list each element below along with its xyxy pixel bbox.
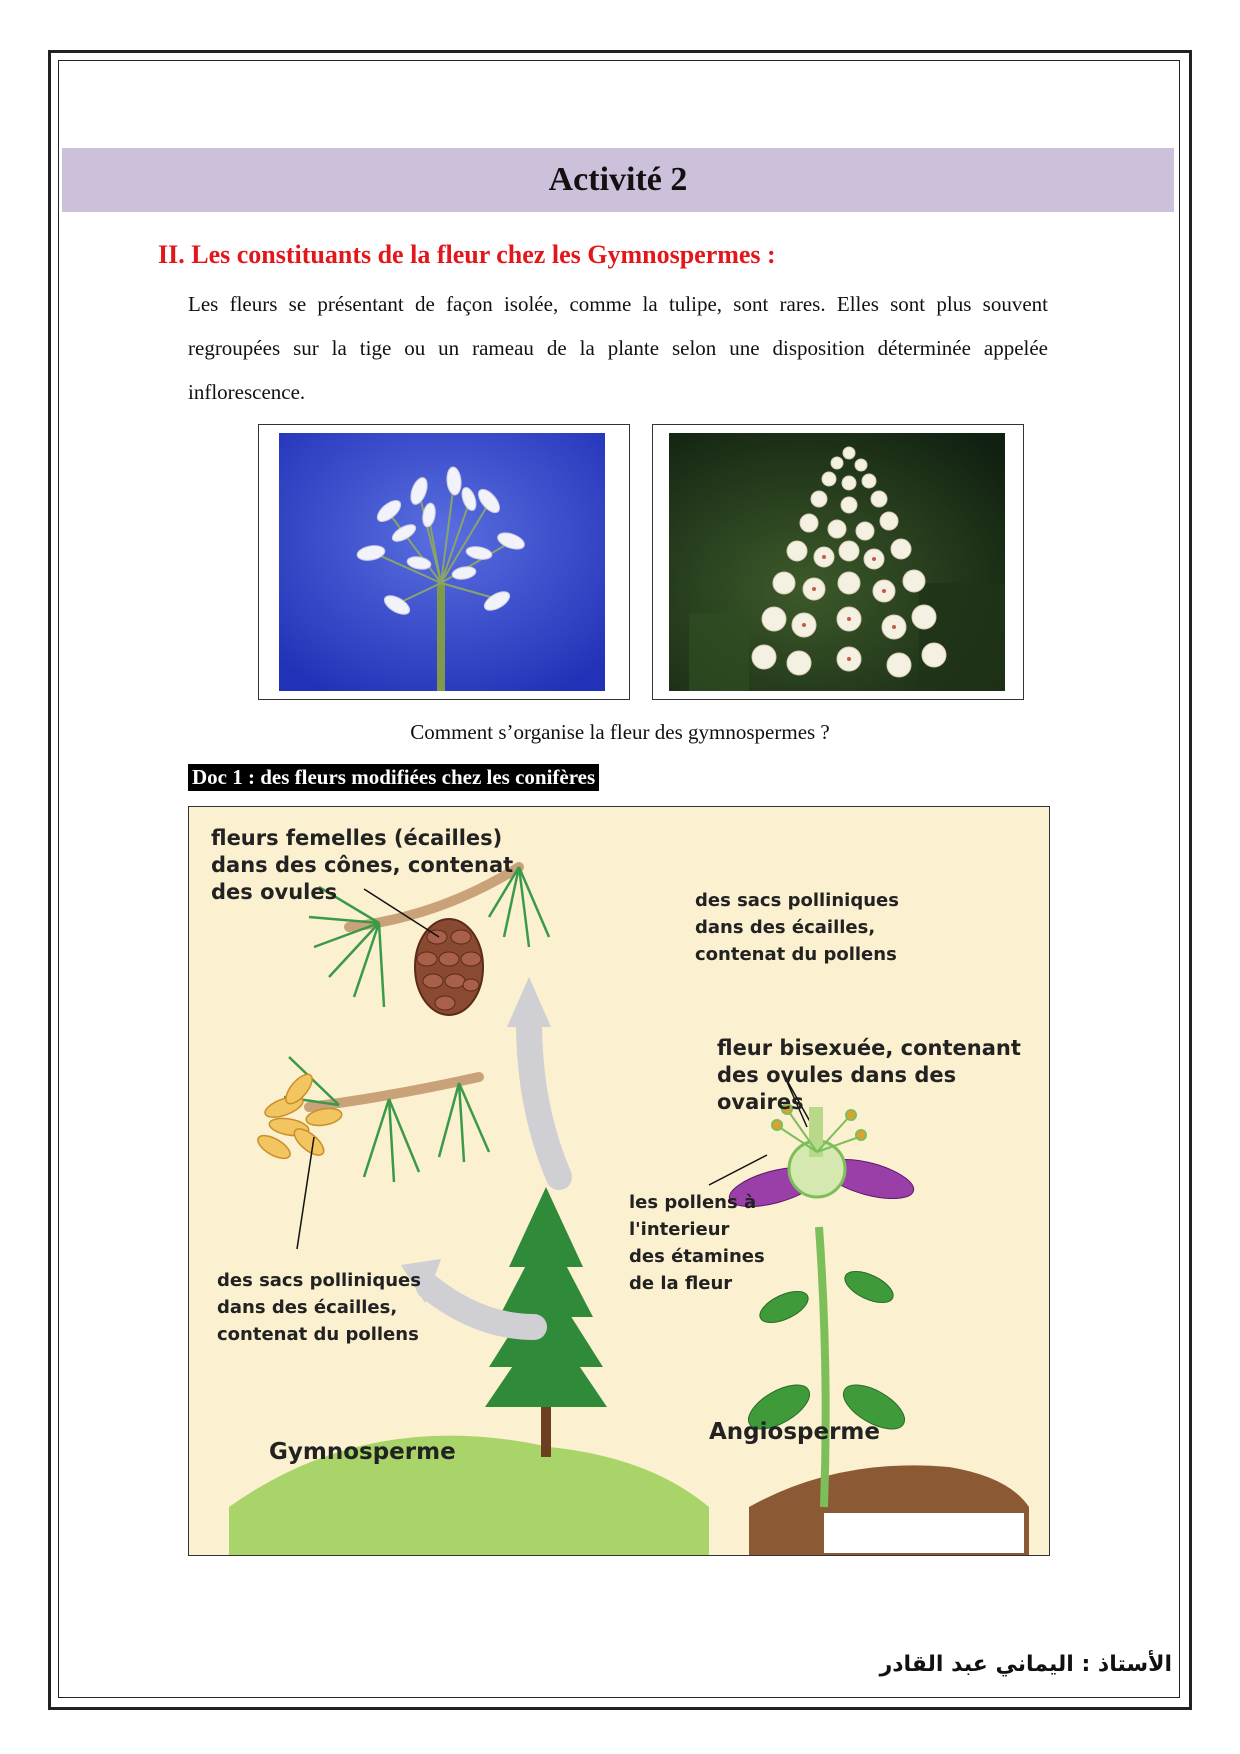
label-angiosperm: Angiosperme <box>709 1419 880 1445</box>
label-female-flowers: fleurs femelles (écailles) dans des cônes, contenat des ovules <box>211 826 514 904</box>
section-heading: II. Les constituants de la fleur chez les Gymnospermes : <box>158 240 776 269</box>
page-title: Activité 2 <box>548 161 688 198</box>
doc1-diagram <box>188 806 1050 1556</box>
title-band <box>62 148 1174 212</box>
photo-agapanthus <box>258 424 630 700</box>
agapanthus-image <box>279 433 605 691</box>
teacher-signature: الأستاذ : اليماني عبد القادر <box>879 1652 1172 1677</box>
guiding-question: Comment s’organise la fleur des gymnospermes ? <box>410 720 830 744</box>
label-pollen-stamens: les pollens à l'interieur des étamines de la fleur <box>629 1192 765 1294</box>
photo-flower-spike <box>652 424 1024 700</box>
flower-spike-image <box>669 433 1005 691</box>
intro-paragraph: Les fleurs se présentant de façon isolée, comme la tulipe, sont rares. Elles sont plus souvent regroupées sur la tige ou un rameau de la plante selon une disposition déterminée appelée inflorescence. <box>188 292 1048 404</box>
label-bisexual-flower: fleur bisexuée, contenant des ovules dans des ovaires <box>717 1036 1021 1114</box>
label-pollen-sacs-bottom: des sacs polliniques dans des écailles, contenat du pollens <box>217 1270 421 1345</box>
white-patch <box>824 1513 1024 1553</box>
label-gymnosperm: Gymnosperme <box>269 1439 456 1465</box>
doc1-label: Doc 1 : des fleurs modifiées chez les conifères <box>188 764 599 791</box>
label-pollen-sacs-top: des sacs polliniques dans des écailles, contenat du pollens <box>695 890 899 965</box>
